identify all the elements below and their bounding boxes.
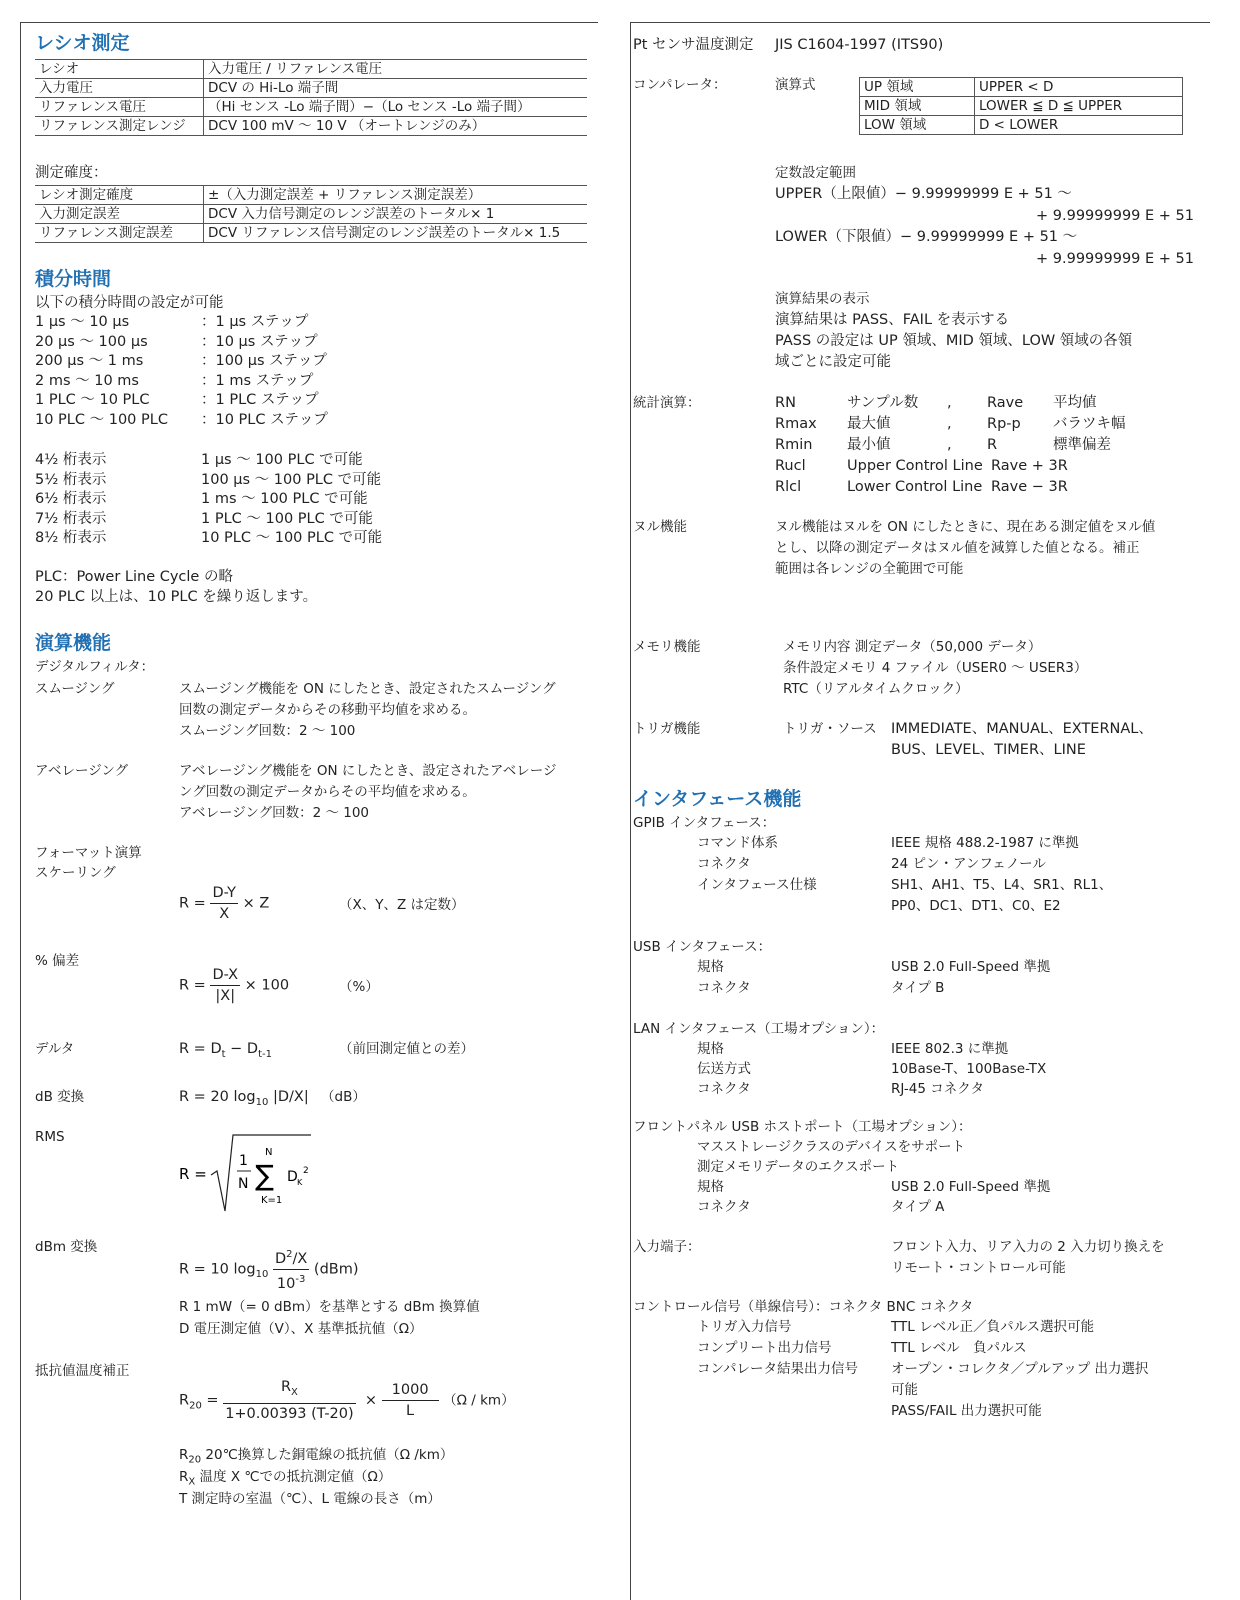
deviation-label: % 偏差 bbox=[35, 953, 80, 969]
deviation-note: （%） bbox=[339, 979, 379, 995]
table-row: LOW 領域 D < LOWER bbox=[860, 116, 1183, 135]
rms-label: RMS bbox=[35, 1129, 65, 1145]
averaging-label: アベレージング bbox=[35, 763, 129, 779]
null-desc: ヌル機能はヌルを ON にしたときに、現在ある測定値をヌル値 とし、以降の測定データはヌル値を減算した値となる。補正 範囲は各レンジの全範囲で可能 bbox=[775, 519, 1156, 577]
input-label: 入力端子： bbox=[633, 1239, 701, 1255]
math-title: 演算機能 bbox=[35, 632, 112, 654]
dbm-formula: R = 10 $\log_{10}$ $\frac{D^2/X}{10^{-3}}$ (dBm) bbox=[179, 1245, 359, 1294]
svg-text:N: N bbox=[238, 1176, 249, 1192]
interface-title: インタフェース機能 bbox=[633, 788, 802, 810]
integ-steps: 1 µs 〜 10 µs ：1 µs ステップ 20 µs 〜 100 µs ：10 µs ステップ 200 µs 〜 1 ms ：100 µs ステップ 2 ms 〜 10 ms ：1 ms ステップ 1 PLC 〜 10 PLC ：1 PLC ステップ 10 PLC 〜 100 PLC ：10 PLC ステップ bbox=[35, 314, 328, 428]
right-column bbox=[630, 22, 1210, 1600]
table-row: Rlcl Lower Control Line Rave − 3R bbox=[775, 479, 1068, 495]
svg-text:∑: ∑ bbox=[255, 1159, 274, 1192]
averaging-desc: アベレージング機能を ON にしたとき、設定されたアベレージ ング回数の測定データからその平均値を求める。 アベレージング回数：2 〜 100 bbox=[179, 763, 557, 821]
svg-text:1: 1 bbox=[239, 1153, 248, 1169]
pt-label: Pt センサ温度測定 bbox=[633, 37, 754, 53]
memory-desc: メモリ内容 測定データ（50,000 データ） 条件設定メモリ 4 ファイル（USER0 〜 USER3） RTC（リアルタイムクロック） bbox=[783, 639, 1088, 697]
rms-formula bbox=[179, 1133, 339, 1215]
smoothing-desc: スムージング機能を ON にしたとき、設定されたスムージング 回数の測定データからその移動平均値を求める。 スムージング回数：2 〜 100 bbox=[179, 681, 556, 739]
temp-label: 抵抗値温度補正 bbox=[35, 1363, 130, 1379]
table-row: 入力電圧 DCV の Hi-Lo 端子間 bbox=[35, 79, 587, 98]
stat-label: 統計演算： bbox=[633, 395, 701, 411]
result-display-3: 域ごとに設定可能 bbox=[775, 354, 891, 370]
pt-value: JIS C1604-1997 (ITS90) bbox=[775, 37, 944, 53]
deviation-formula: R = $\frac{D-X}{|X|}$ × 100 bbox=[179, 967, 290, 1004]
host-label: フロントパネル USB ホストポート（工場オプション）： bbox=[633, 1119, 972, 1135]
lan-rows: 規格 IEEE 802.3 に準拠 伝送方式 10Base-T、100Base-TX コネクタ RJ-45 コネクタ bbox=[697, 1041, 1047, 1097]
accuracy-table bbox=[35, 185, 587, 243]
scaling-label: スケーリング bbox=[35, 865, 116, 881]
temp-note-1: $R_{20}$ 20℃換算した銅電線の抵抗値（Ω /km） bbox=[179, 1447, 454, 1466]
delta-label: デルタ bbox=[35, 1041, 75, 1057]
svg-text:D: D bbox=[287, 1169, 298, 1185]
null-label: ヌル機能 bbox=[633, 519, 687, 535]
ratio-title: レシオ測定 bbox=[35, 32, 130, 54]
plc-note-2: 20 PLC 以上は、10 PLC を繰り返します。 bbox=[35, 589, 318, 605]
result-display-label: 演算結果の表示 bbox=[775, 291, 870, 307]
dbm-note-1: R 1 mW（= 0 dBm）を基準とする dBm 換算値 bbox=[179, 1299, 480, 1315]
table-row: Rmin 最小値 , R 標準偏差 bbox=[775, 437, 1111, 453]
comparator-label: コンパレータ： bbox=[633, 77, 727, 93]
left-column bbox=[20, 22, 598, 1600]
trigger-label: トリガ機能 bbox=[633, 721, 701, 737]
table-row: RN サンプル数 , Rave 平均値 bbox=[775, 395, 1097, 411]
temp-note-2: $R_X$ 温度 X ℃での抵抗測定値（Ω） bbox=[179, 1469, 392, 1488]
svg-text:2: 2 bbox=[303, 1166, 309, 1176]
table-row: リファレンス測定誤差 DCV リファレンス信号測定のレンジ誤差のトータル× 1.5 bbox=[35, 224, 587, 243]
svg-text:N: N bbox=[265, 1147, 273, 1158]
table-row: レシオ測定確度 ±（入力測定誤差 + リファレンス測定誤差） bbox=[35, 186, 587, 205]
scaling-note: （X、Y、Z は定数） bbox=[339, 897, 465, 913]
delta-formula: $R = D_t - D_{t-1}$ bbox=[179, 1041, 272, 1060]
filter-label: デジタルフィルタ： bbox=[35, 659, 155, 675]
lower-range-2: + 9.99999999 E + 51 bbox=[1036, 251, 1194, 267]
integ-intro: 以下の積分時間の設定が可能 bbox=[35, 295, 224, 311]
stat-table bbox=[775, 393, 1126, 498]
format-label: フォーマット演算 bbox=[35, 845, 142, 861]
svg-text:K=1: K=1 bbox=[261, 1195, 283, 1206]
control-rows: トリガ入力信号 TTL レベル正／負パルス選択可能 コンプリート出力信号 TTL レベル 負パルス コンパレータ結果出力信号 オープン・コレクタ／プルアップ 出力選択 可能 PASS/FAIL 出力選択可能 bbox=[697, 1319, 1149, 1419]
input-desc: フロント入力、リア入力の 2 入力切り換えを リモート・コントロール可能 bbox=[891, 1239, 1165, 1276]
lower-range: LOWER（下限値）− 9.99999999 E + 51 〜 bbox=[775, 229, 1078, 245]
temp-note-3: T 測定時の室温（℃）、L 電線の長さ（m） bbox=[179, 1491, 441, 1507]
integ-digits: 4½ 桁表示 1 µs 〜 100 PLC で可能 5½ 桁表示 100 µs 〜 100 PLC で可能 6½ 桁表示 1 ms 〜 100 PLC で可能 7½ 桁表示 1 PLC 〜 100 PLC で可能 8½ 桁表示 10 PLC 〜 100 PLC で可能 bbox=[35, 452, 383, 546]
range-label: 定数設定範囲 bbox=[775, 165, 856, 181]
upper-range-2: + 9.99999999 E + 51 bbox=[1036, 208, 1194, 224]
dbm-note-2: D 電圧測定値（V）、X 基準抵抗値（Ω） bbox=[179, 1321, 423, 1337]
smoothing-label: スムージング bbox=[35, 681, 115, 697]
table-row: Rucl Upper Control Line Rave + 3R bbox=[775, 458, 1068, 474]
usb-rows: 規格 USB 2.0 Full-Speed 準拠 コネクタ タイプ B bbox=[697, 959, 1051, 996]
lan-label: LAN インタフェース（工場オプション）： bbox=[633, 1021, 885, 1037]
comparator-expr: 演算式 bbox=[775, 77, 816, 93]
db-label: dB 変換 bbox=[35, 1089, 85, 1105]
delta-note: （前回測定値との差） bbox=[339, 1041, 474, 1057]
table-row: リファレンス電圧 （Hi センス -Lo 端子間）−（Lo センス -Lo 端子間） bbox=[35, 98, 587, 117]
table-row: MID 領域 LOWER ≦ D ≦ UPPER bbox=[860, 97, 1183, 116]
dbm-label: dBm 変換 bbox=[35, 1239, 98, 1255]
upper-range: UPPER（上限値）− 9.99999999 E + 51 〜 bbox=[775, 186, 1072, 202]
table-row: レシオ 入力電圧 / リファレンス電圧 bbox=[35, 60, 587, 79]
plc-note: PLC：Power Line Cycle の略 bbox=[35, 569, 233, 585]
trigger-sources: IMMEDIATE、MANUAL、EXTERNAL、 BUS、LEVEL、TIMER、LINE bbox=[891, 721, 1153, 758]
accuracy-label: 測定確度： bbox=[35, 165, 108, 181]
temp-formula: $R_{20}$ = $\frac{R_X}{1+0.00393 (T-20)}$ × $\frac{1000}{L}$ （Ω / km） bbox=[179, 1379, 515, 1422]
control-label: コントロール信号（単線信号）：コネクタ BNC コネクタ bbox=[633, 1299, 974, 1315]
db-note: （dB） bbox=[321, 1089, 366, 1105]
integ-title: 積分時間 bbox=[35, 268, 112, 290]
gpib-label: GPIB インタフェース： bbox=[633, 815, 776, 831]
ratio-table bbox=[35, 59, 587, 136]
table-row: 入力測定誤差 DCV 入力信号測定のレンジ誤差のトータル× 1 bbox=[35, 205, 587, 224]
scaling-formula: R = $\frac{D-Y}{X}$ × Z bbox=[179, 885, 270, 922]
db-formula: R = 20 $\log_{10} |D/X|$ bbox=[179, 1089, 309, 1108]
usb-label: USB インタフェース： bbox=[633, 939, 772, 955]
memory-label: メモリ機能 bbox=[633, 639, 701, 655]
trigger-source-label: トリガ・ソース bbox=[783, 721, 877, 737]
host-rows: マスストレージクラスのデバイスをサポート 測定メモリデータのエクスポート 規格 USB 2.0 Full-Speed 準拠 コネクタ タイプ A bbox=[697, 1139, 1051, 1215]
gpib-rows: コマンド体系 IEEE 規格 488.2-1987 に準拠 コネクタ 24 ピン・アンフェノール インタフェース仕様 SH1、AH1、T5、L4、SR1、RL1、 PP0、DC1、DT1、C0、E2 bbox=[697, 835, 1113, 914]
table-row: Rmax 最大値 , Rp-p バラツキ幅 bbox=[775, 416, 1126, 432]
result-display-2: PASS の設定は UP 領域、MID 領域、LOW 領域の各領 bbox=[775, 333, 1133, 349]
comparator-table bbox=[859, 77, 1183, 135]
table-row: UP 領域 UPPER < D bbox=[860, 78, 1183, 97]
svg-text:K: K bbox=[297, 1178, 303, 1187]
table-row: リファレンス測定レンジ DCV 100 mV 〜 10 V （オートレンジのみ） bbox=[35, 117, 587, 136]
result-display-1: 演算結果は PASS、FAIL を表示する bbox=[775, 312, 1010, 328]
svg-text:R =: R = bbox=[179, 1165, 207, 1183]
